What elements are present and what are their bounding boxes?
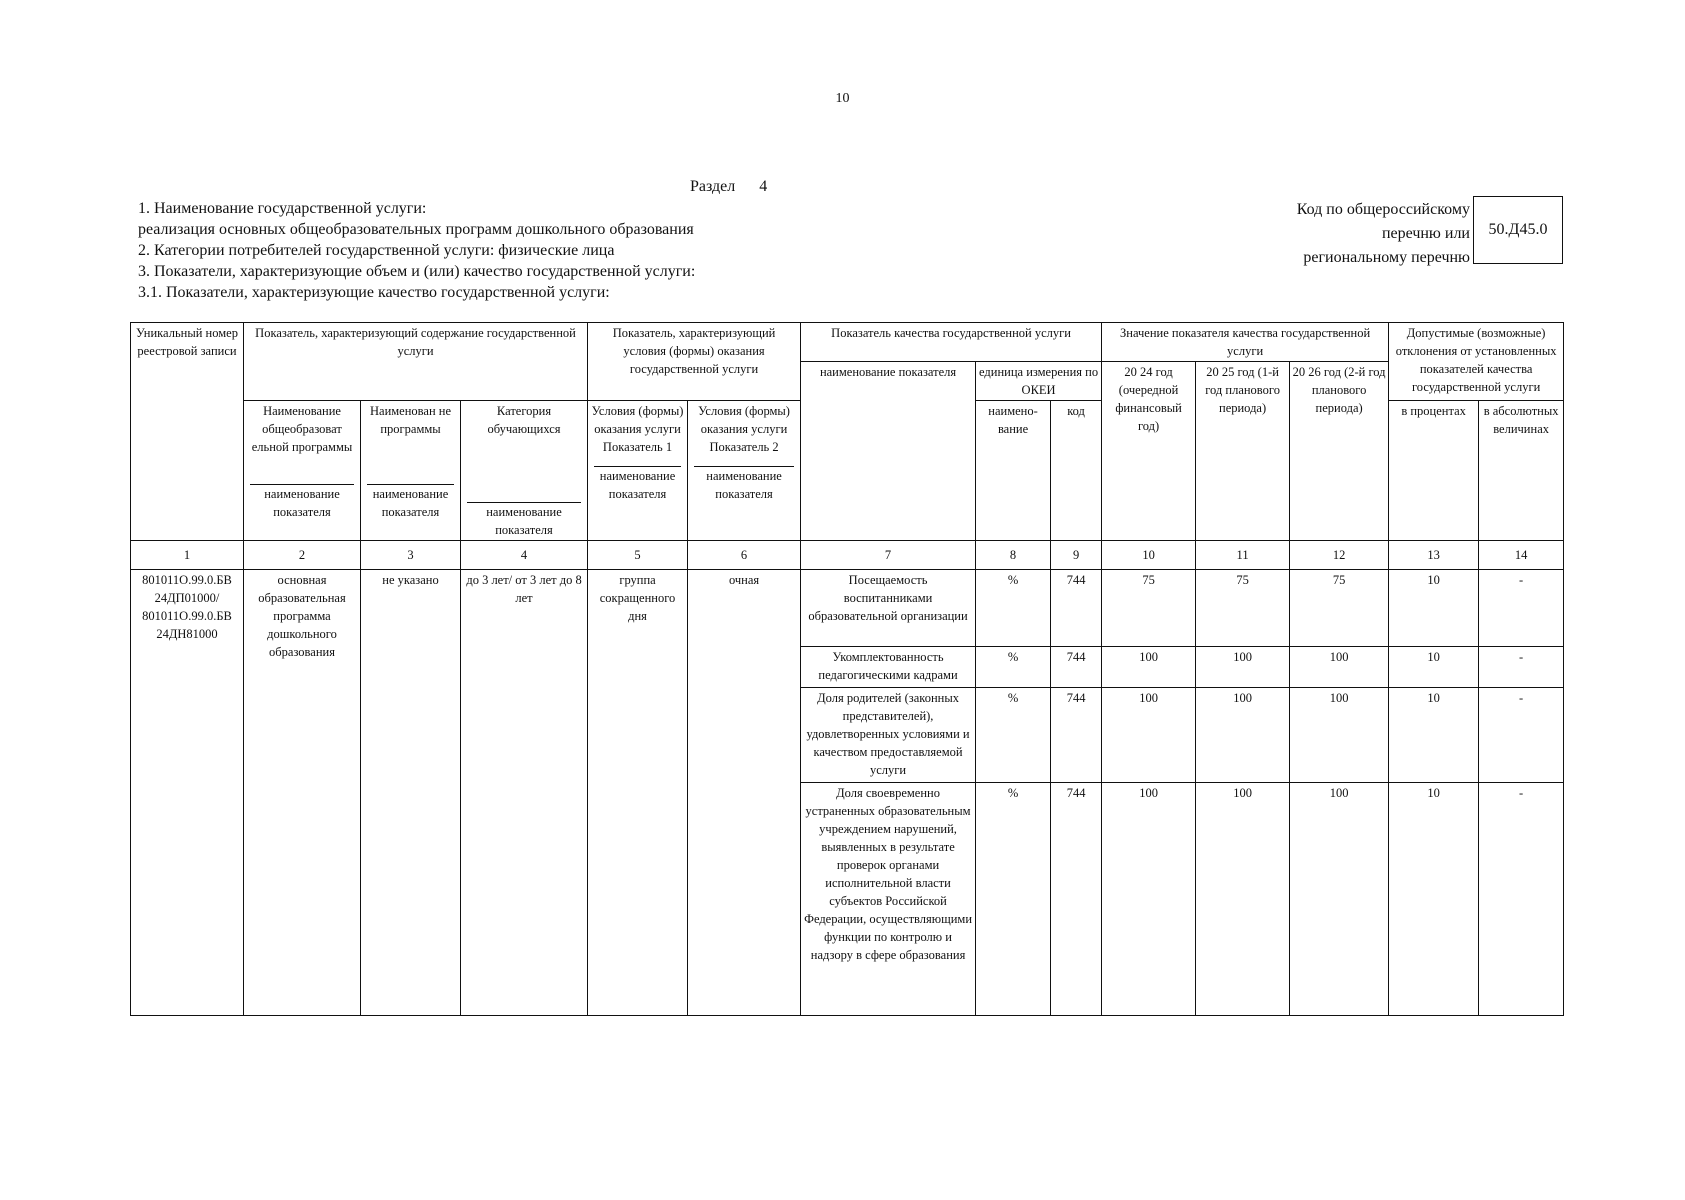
- header-year-1: 20 24 год (очередной финансовый год): [1102, 362, 1196, 541]
- subheader-program-name: [361, 401, 461, 541]
- indicator-deviation-absolute: -: [1479, 647, 1564, 688]
- quality-indicators-table: [130, 322, 1564, 1016]
- indicator-year-1: 100: [1102, 688, 1196, 783]
- column-numbers-row: [131, 541, 1564, 570]
- header-row-1: [131, 323, 1564, 362]
- indicator-name: Посещаемость воспитанниками образовательной организации: [801, 570, 976, 647]
- indicator-code: 744: [1051, 783, 1102, 1016]
- indicator-deviation-percent: 10: [1389, 688, 1479, 783]
- service-header: [138, 198, 695, 303]
- record-condition-1: группа сокращенного дня: [588, 570, 688, 1016]
- indicator-name-label: наименование показателя: [594, 466, 681, 503]
- indicator-deviation-absolute: -: [1479, 570, 1564, 647]
- record-program: основная образовательная программа дошкольного образования: [244, 570, 361, 1016]
- header-deviations: Допустимые (возможные) отклонения от установленных показателей качества государственной услуги: [1389, 323, 1564, 401]
- code-label-line-3: региональному перечню: [1303, 249, 1470, 266]
- indicator-deviation-absolute: -: [1479, 688, 1564, 783]
- record-program-name: не указано: [361, 570, 461, 1016]
- record-category: до 3 лет/ от 3 лет до 8 лет: [461, 570, 588, 1016]
- col-number: 8: [976, 541, 1051, 570]
- col-number: 4: [461, 541, 588, 570]
- col-number: 6: [688, 541, 801, 570]
- indicator-unit: %: [976, 783, 1051, 1016]
- table-row: [131, 570, 1564, 647]
- subheader-absolute: в абсолютных величинах: [1479, 401, 1564, 541]
- indicator-year-2: 75: [1196, 570, 1290, 647]
- indicator-year-2: 100: [1196, 783, 1290, 1016]
- indicator-year-3: 75: [1290, 570, 1389, 647]
- page-number: 10: [835, 91, 850, 106]
- header-indicator-name: наименование показателя: [801, 362, 976, 541]
- col-number: 11: [1196, 541, 1290, 570]
- header-line-4: 3. Показатели, характеризующие объем и (или) качество государственной услуги:: [138, 263, 696, 280]
- col-number: 1: [131, 541, 244, 570]
- subheader-condition-1: [588, 401, 688, 541]
- subheader-program-text: Наименование общеобразоват ельной программы: [251, 404, 353, 454]
- record-condition-2: очная: [688, 570, 801, 1016]
- code-label: [1270, 198, 1470, 270]
- indicator-year-2: 100: [1196, 688, 1290, 783]
- col-number: 12: [1290, 541, 1389, 570]
- subheader-program: [244, 401, 361, 541]
- col-number: 3: [361, 541, 461, 570]
- indicator-name: Доля своевременно устраненных образовательным учреждением нарушений, выявленных в результате проверок органами исполнительной власти субъектов Российской Федерации, осуществляющими функции по контролю и надзору в сфере образования: [801, 783, 976, 1016]
- header-unit-okei: единица измерения по ОКЕИ: [976, 362, 1102, 401]
- col-number: 9: [1051, 541, 1102, 570]
- header-year-3: 20 26 год (2-й год планового периода): [1290, 362, 1389, 541]
- indicator-year-2: 100: [1196, 647, 1290, 688]
- indicator-deviation-percent: 10: [1389, 570, 1479, 647]
- indicator-name: Доля родителей (законных представителей), удовлетворенных условиями и качеством предоставляемой услуги: [801, 688, 976, 783]
- header-quality-indicator: Показатель качества государственной услуги: [801, 323, 1102, 362]
- indicator-year-3: 100: [1290, 783, 1389, 1016]
- indicator-year-1: 100: [1102, 647, 1196, 688]
- subheader-unit-code: код: [1051, 401, 1102, 541]
- header-line-3: 2. Категории потребителей государственной услуги: физические лица: [138, 242, 615, 259]
- header-line-5: 3.1. Показатели, характеризующие качество государственной услуги:: [138, 284, 610, 301]
- indicator-unit: %: [976, 688, 1051, 783]
- indicator-name-label: наименование показателя: [367, 484, 454, 521]
- header-conditions-indicator: Показатель, характеризующий условия (формы) оказания государственной услуги: [588, 323, 801, 401]
- indicator-name-label: наименование показателя: [467, 502, 581, 539]
- col-number: 14: [1479, 541, 1564, 570]
- header-year-2: 20 25 год (1-й год планового периода): [1196, 362, 1290, 541]
- indicator-name-label: наименование показателя: [694, 466, 794, 503]
- section-title: [690, 178, 767, 196]
- header-unique-number: Уникальный номер реестровой записи: [131, 323, 244, 541]
- section-label: Раздел: [690, 178, 736, 195]
- indicator-deviation-absolute: -: [1479, 783, 1564, 1016]
- section-number: 4: [759, 178, 768, 195]
- indicator-year-3: 100: [1290, 688, 1389, 783]
- subheader-condition-2-text: Условия (формы) оказания услуги Показатель 2: [698, 404, 790, 454]
- indicator-year-3: 100: [1290, 647, 1389, 688]
- subheader-percent: в процентах: [1389, 401, 1479, 541]
- code-value-box: 50.Д45.0: [1473, 196, 1563, 264]
- col-number: 7: [801, 541, 976, 570]
- subheader-unit-name: наимено- вание: [976, 401, 1051, 541]
- subheader-condition-2: [688, 401, 801, 541]
- record-unique-number: 801011О.99.0.БВ 24ДП01000/ 801011О.99.0.БВ 24ДН81000: [131, 570, 244, 1016]
- subheader-category: [461, 401, 588, 541]
- col-number: 13: [1389, 541, 1479, 570]
- col-number: 10: [1102, 541, 1196, 570]
- header-line-1: 1. Наименование государственной услуги:: [138, 200, 427, 217]
- indicator-name: Укомплектованность педагогическими кадрами: [801, 647, 976, 688]
- indicator-name-label: наименование показателя: [250, 484, 354, 521]
- indicator-year-1: 75: [1102, 570, 1196, 647]
- indicator-unit: %: [976, 647, 1051, 688]
- indicator-code: 744: [1051, 688, 1102, 783]
- code-label-line-2: перечню или: [1381, 225, 1470, 242]
- subheader-category-text: Категория обучающихся: [487, 404, 561, 436]
- indicator-code: 744: [1051, 647, 1102, 688]
- col-number: 2: [244, 541, 361, 570]
- col-number: 5: [588, 541, 688, 570]
- indicator-code: 744: [1051, 570, 1102, 647]
- code-label-line-1: Код по общероссийскому: [1296, 201, 1470, 218]
- header-indicator-values: Значение показателя качества государственной услуги: [1102, 323, 1389, 362]
- indicator-deviation-percent: 10: [1389, 647, 1479, 688]
- header-content-indicator: Показатель, характеризующий содержание государственной услуги: [244, 323, 588, 401]
- subheader-program-name-text: Наименован не программы: [370, 404, 451, 436]
- subheader-condition-1-text: Условия (формы) оказания услуги Показатель 1: [591, 404, 684, 454]
- indicator-year-1: 100: [1102, 783, 1196, 1016]
- indicator-deviation-percent: 10: [1389, 783, 1479, 1016]
- header-line-2: реализация основных общеобразовательных программ дошкольного образования: [138, 221, 694, 238]
- indicator-unit: %: [976, 570, 1051, 647]
